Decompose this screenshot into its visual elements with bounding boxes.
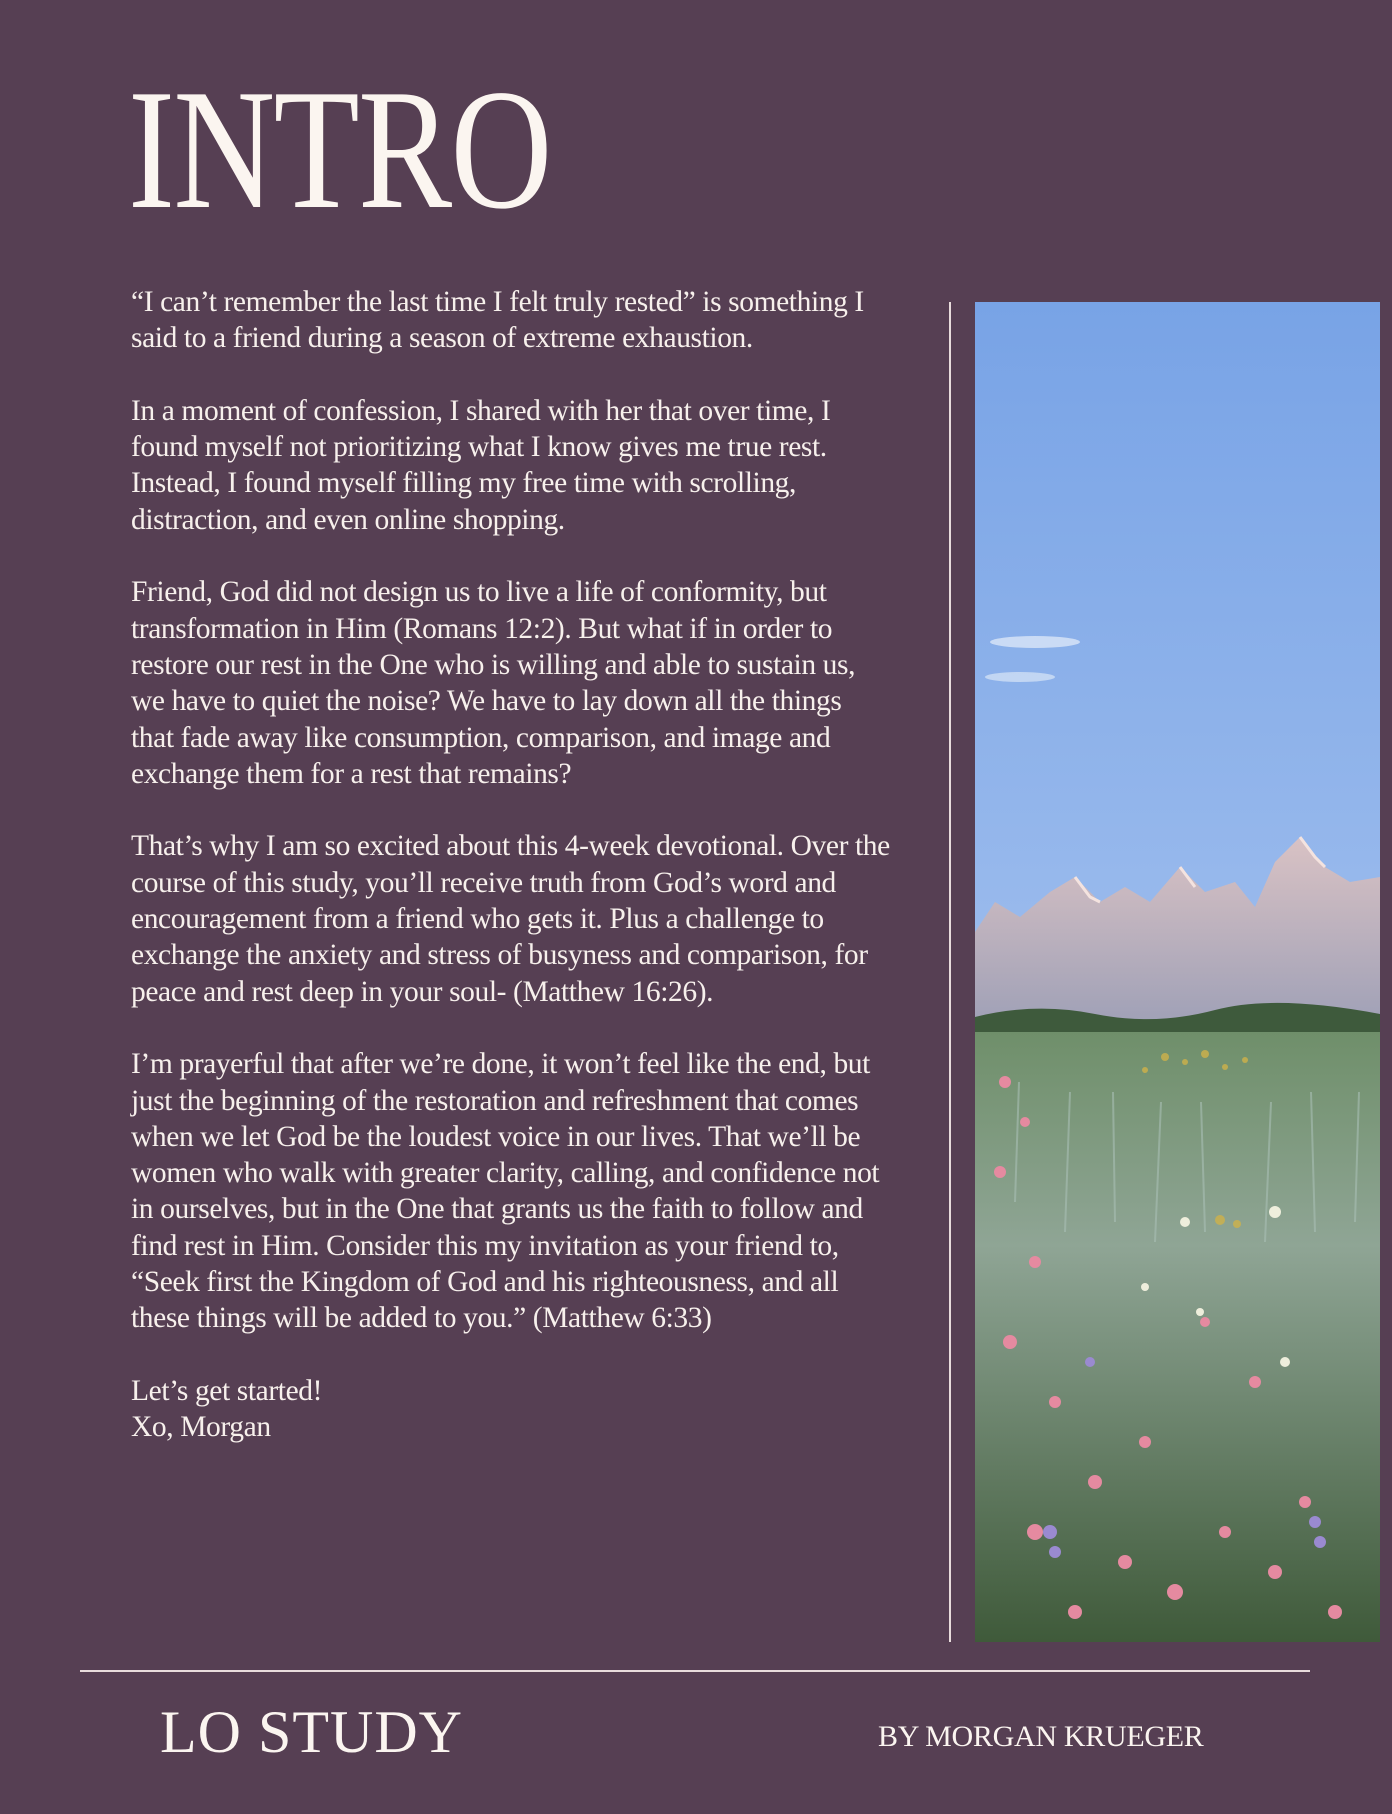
paragraph: In a moment of confession, I shared with her that over time, I found myself not prioritizing what I know gives me true rest. Instead, I found myself filling my free time with scrolling, distraction, and even online shopping. bbox=[131, 394, 831, 536]
sign-off bbox=[131, 1373, 891, 1446]
paragraph: I’m prayerful that after we’re done, it won’t feel like the end, but just the beginning of the restoration and refreshment that comes when we let God be the loudest voice in our lives. That we’ll be women who walk with greater clarity, calling, and confidence not in ourselves, but in the One that grants us the faith to follow and find rest in Him. Consider this my invitation as your friend to, “Seek first the Kingdom of God and his righteousness, and all these things will be added to you.” (Matthew 6:33) bbox=[131, 1048, 880, 1335]
intro-body bbox=[131, 284, 891, 1446]
paragraph: “I can’t remember the last time I felt truly rested” is something I said to a friend during a season of extreme exhaustion. bbox=[131, 286, 864, 355]
mountain-meadow-photo bbox=[975, 302, 1380, 1642]
paragraph: Friend, God did not design us to live a life of conformity, but transformation in Him (Romans 12:2). But what if in order to restore our rest in the One who is willing and able to sustain us, we have to quiet the noise? We have to lay down all the things that fade away like consumption, comparison, and image and exchange them for a rest that remains? bbox=[131, 576, 856, 790]
author-byline: BY MORGAN KRUEGER bbox=[878, 1720, 1204, 1753]
vertical-divider bbox=[949, 302, 951, 1642]
paragraph: That’s why I am so excited about this 4-week devotional. Over the course of this study, you’ll receive truth from God’s word and encouragement from a friend who gets it. Plus a challenge to exchange the anxiety and stress of busyness and comparison, for peace and rest deep in your soul- (Matthew 16:26). bbox=[131, 830, 890, 1008]
signature: Xo, Morgan bbox=[131, 1411, 271, 1444]
brand-name: LO STUDY bbox=[160, 1699, 463, 1765]
closing-line: Let’s get started! bbox=[131, 1374, 323, 1407]
footer-divider bbox=[80, 1670, 1310, 1672]
page-title: INTRO bbox=[128, 55, 551, 245]
